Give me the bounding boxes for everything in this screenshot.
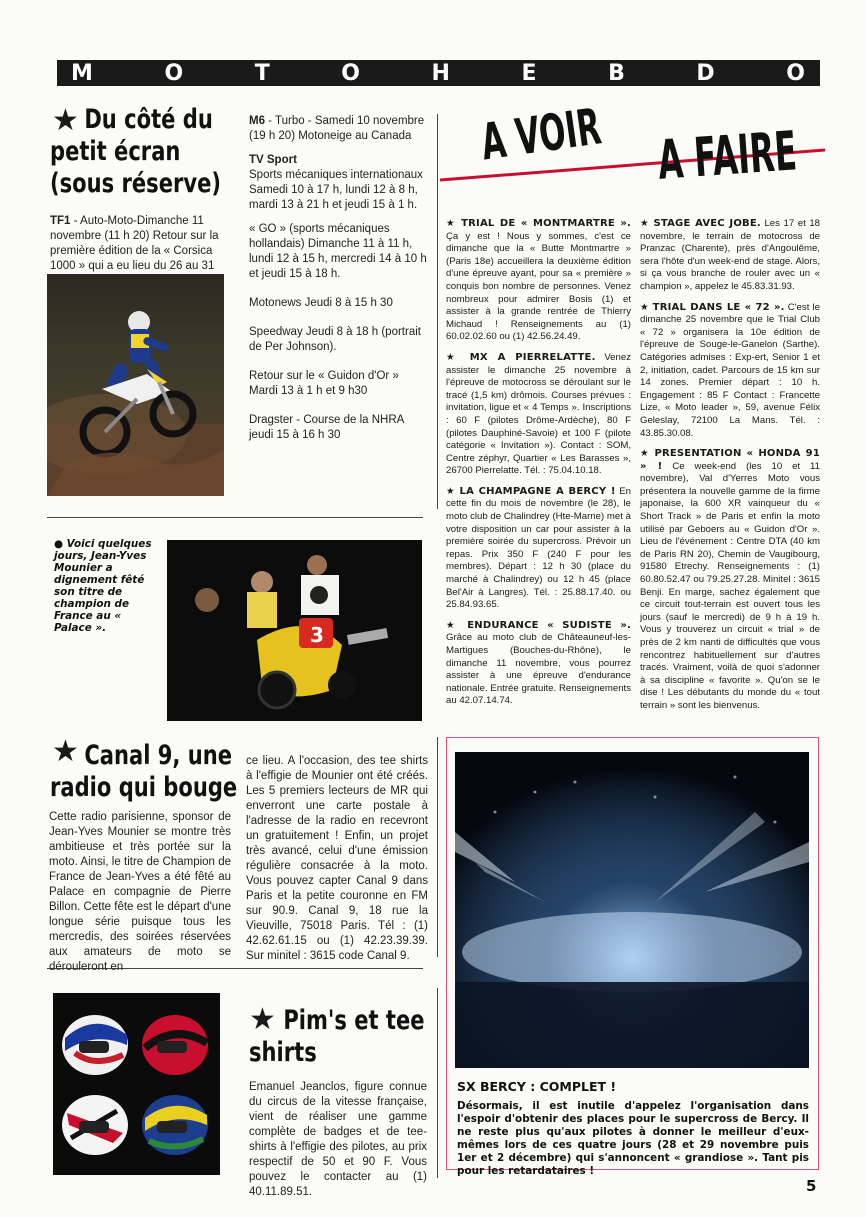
go-text: « GO » (sports mécaniques hollandais) Dimanche 11 à 11 h, lundi 12 à 15 h, mercredi 14 à 10 h et jeudi 15 à 18 h. bbox=[249, 223, 427, 280]
band-letter: O bbox=[341, 60, 361, 86]
palace-photo bbox=[167, 540, 422, 721]
band-letter: D bbox=[696, 60, 716, 86]
band-letter: T bbox=[254, 60, 271, 86]
page-number: 5 bbox=[806, 1177, 817, 1195]
star-icon: ★ bbox=[446, 218, 462, 229]
star-icon: ★ bbox=[52, 734, 79, 769]
news-item bbox=[446, 218, 631, 344]
dragster-text: Dragster - Course de la NHRA jeudi 15 à 16 h 30 bbox=[249, 414, 404, 441]
star-icon: ★ bbox=[640, 218, 654, 229]
news-column-right bbox=[640, 218, 820, 721]
news-text: En cette fin du mois de novembre (le 28), le moto club de Chalindrey (Hte-Marne) met à votre disposition un car pour assister à la première soirée du supercross. Prévoir un repas. Prix 350 F (240 F pour les membres). Départ : 12 h 30 (place du marché à Chalindrey) ou 12 h 45 (place Bel'Air à Langres). Tél. : 25.88.17.40. ou 25.84.93.65. bbox=[446, 485, 632, 611]
column-divider bbox=[437, 114, 438, 509]
canal9-text-1: Cette radio parisienne, sponsor de Jean-Yves Mounier se montre très ambitieuse et très portée sur la moto. Ainsi, le titre de Champion de France de Jean-Yves a été fêté au Palace en compagnie de Pierre Billon. Cette fête est le départ d'une longue série puisque tous les mercredis, des soirées réservées aux amateurs de moto se dérouleront en bbox=[49, 811, 231, 973]
bercy-stadium-photo bbox=[455, 752, 809, 1068]
star-icon: ★ bbox=[446, 619, 468, 631]
band-letter: O bbox=[164, 60, 185, 86]
sx-title: SX BERCY : COMPLET ! bbox=[457, 1079, 617, 1094]
band-letter: B bbox=[608, 60, 626, 86]
column-divider bbox=[437, 737, 438, 957]
news-item bbox=[640, 302, 820, 441]
star-icon: ★ bbox=[446, 485, 460, 497]
tvsport-text: Sports mécaniques internationaux Samedi 10 à 17 h, lundi 12 à 8 h, mardi 13 à 21 h et jeudi 15 à 1 h. bbox=[249, 169, 423, 211]
sx-text: Désormais, il est inutile d'appelez l'organisation dans l'espoir d'obtenir des places pour le supercross de Bercy. Il ne reste plus qu'aux pilotes à donner le meilleur d'eux-mêmes lors de ces quatre jours (28 et 29 novembre puis 1er et 2 décembre) qui s'annoncent « grandiose ». Tant pis pour les retardataires ! bbox=[457, 1100, 809, 1177]
news-text: Grâce au moto club de Châteauneuf-les-Martigues (Bouches-du-Rhône), le dimanche 11 novembre, vous pourrez assister à une épreuve d'endurance nationale. Entrée gratuite. Renseignements au 42.07.14.74. bbox=[446, 632, 631, 707]
band-letter: M bbox=[71, 60, 94, 86]
news-text: Ce week-end (les 10 et 11 novembre), Val d'Yerres Moto vous présentera la nouvelle gamme de la firme japonaise, la 600 XR vainqueur du « Short Track » de Paris et enfin la moto utilisé par Geboers au « Guidon d'Or ». Lieu de l'événement : Centre DTA (40 km de Paris RN 20), Chemin de Vaugibourg, 91580 Etrechy. Renseignements : (1) 60.80.52.47 ou 79.25.27.28. Minitel : 3615 Benji. En marge, sachez également que ce circuit tout-terrain est ouvert tous les jours (sauf le mercredi) de 9 h à 19 h. Vous y trouverez un circuit « trial » de près de 2 km nanti de difficultés que vous rencontrez habituellement sur d'autres tracés. Vraiment, voilà de quoi s'adonner à sa discipline « favorite ». Qu'on se le dise ! Les débutants du monde du « tout terrain » sont les bienvenus. bbox=[640, 460, 820, 711]
tf1-text: - Auto-Moto-Dimanche 11 novembre (11 h 20) Retour sur la première édition de la « Corsica 1000 » qui a eu lieu du 26 au 31 bbox=[50, 215, 219, 272]
news-title: TRIAL DE « MONTMARTRE ». bbox=[461, 218, 631, 229]
news-title: STAGE AVEC JOBE. bbox=[653, 218, 761, 229]
news-text: C'est le dimanche 25 novembre que le Trial Club « 72 » organisera la 10e édition de l'épreuve de Souge-le-Ganelon (Sarthe). Catégories admises : Exp-ert, Senior 1 et 2, initiation, cadet. Parcours de 15 km sur 14 zones. Premier départ : 10 h. Engagement : 85 F Contact : Francette Lize, « Moto leader », 59, avenue Félix Geleslay, 72100 La Mans. Tél. : 43.85.30.08. bbox=[640, 301, 820, 439]
photo-caption: ● Voici quelques jours, Jean-Yves Mounier a dignement fêté son titre de champion de France au « Palace ». bbox=[54, 538, 152, 634]
tf1-label: TF1 bbox=[50, 215, 71, 227]
news-title: ENDURANCE « SUDISTE ». bbox=[467, 619, 631, 631]
canal9-heading: Canal 9, une radio qui bouge bbox=[50, 740, 238, 803]
news-column-left bbox=[446, 218, 631, 716]
star-icon: ★ bbox=[640, 301, 653, 313]
star-icon: ★ bbox=[446, 351, 470, 363]
m6-label: M6 bbox=[249, 115, 265, 127]
afaire-title: A FAIRE bbox=[655, 119, 799, 192]
news-text: Les 17 et 18 novembre, le terrain de motocross de Pranzac (Charente), près d'Angoulême, sera l'hôte d'un week-end de stage. Alors, si ça vous branche de rouler avec un « champion », appelez le 45.83.31.93. bbox=[640, 218, 820, 292]
news-title: LA CHAMPAGNE A BERCY ! bbox=[459, 485, 616, 497]
news-item bbox=[640, 218, 820, 294]
star-icon: ★ bbox=[640, 448, 655, 460]
motonews-text: Motonews Jeudi 8 à 15 h 30 bbox=[249, 297, 393, 309]
sx-bercy-box bbox=[446, 737, 819, 1177]
news-text: Venez assister le dimanche 25 novembre à l'épreuve de motocross se déroulant sur le tracé (1,5 km) drômois. Courses prévues : invitation, ligue et « 4 Temps ». Inscriptions : 60 F (pilotes Drôme-Ardèche), 80 F (pilotes Dauphiné-Savoie) et 100 F (pilote catégorie « Invitation »). Contact : SOM, Centre zéphyr, Quartier « Les Barasses », 26700 Pierrelatte. Tél. : 75.04.10.18. bbox=[446, 351, 631, 477]
pims-heading: Pim's et tee shirts bbox=[249, 1005, 425, 1068]
motocross-photo bbox=[47, 274, 224, 496]
m6-text: - Turbo - Samedi 10 novembre (19 h 20) Motoneige au Canada bbox=[249, 115, 425, 142]
tv-listings bbox=[249, 114, 429, 452]
tvsport-label: TV Sport bbox=[249, 154, 297, 166]
pims-text: Emanuel Jeanclos, figure connue du circus de la vitesse française, vient de réaliser une gamme complète de badges et de tee-shirts à l'effigie des pilotes, au prix respectif de 50 et 90 F. Vous pouvez le contacter au (1) 40.11.89.51. bbox=[249, 1081, 427, 1198]
helmets-photo bbox=[53, 993, 220, 1175]
canal9-text-2: ce lieu. A l'occasion, des tee shirts à l'effigie de Mounier ont été créés. Les 5 premiers lecteurs de MR qui enverront une carte postale à l'adresse de la radio en recevront un gratuitement ! Enfin, un projet très avancé, celui d'une émission régulière consacrée à la moto. Vous pouvez capter Canal 9 dans Paris et la petite couronne en FM sur 90.9. Canal 9, 18 rue la Vieuville, 75018 Paris. Tél : (1) 42.62.61.15 ou (1) 42.23.39.39. Sur minitel : 3615 code Canal 9. bbox=[246, 755, 428, 962]
news-item bbox=[446, 352, 631, 478]
avoir-title: A VOIR bbox=[477, 97, 605, 172]
news-item bbox=[446, 620, 631, 708]
tv-heading: Du côté du petit écran (sous réserve) bbox=[50, 104, 222, 199]
avoir-afaire-header bbox=[440, 95, 825, 205]
star-icon: ★ bbox=[249, 1002, 276, 1037]
news-item bbox=[446, 486, 631, 612]
band-letter: O bbox=[786, 60, 806, 86]
bike-number: 3 bbox=[310, 623, 324, 647]
band-letter: E bbox=[521, 60, 538, 86]
news-title: PRESENTATION « HONDA 91 » ! bbox=[640, 448, 820, 472]
news-title: MX A PIERRELATTE. bbox=[469, 351, 596, 363]
star-icon: ★ bbox=[52, 103, 79, 138]
news-item bbox=[640, 448, 820, 712]
header-band bbox=[57, 60, 820, 86]
pims-section bbox=[249, 1002, 429, 1069]
news-title: TRIAL DANS LE « 72 ». bbox=[652, 301, 785, 313]
guidon-text: Retour sur le « Guidon d'Or » Mardi 13 à 1 h et 9 h30 bbox=[249, 370, 399, 397]
band-letter: H bbox=[431, 60, 451, 86]
section-divider bbox=[47, 517, 423, 518]
news-text: Ça y est ! Nous y sommes, c'est ce dimanche que la « Butte Montmartre » (Paris 18e) accueillera la deuxième édition d'une épreuve ayant, pour sa « première » conquis bon nombre de personnes. Venez nombreux pour admirer Bosis (1) et assister à la grande rentrée de Thierry Michaud ! Renseignements au (1) 60.02.02.60 ou (1) 42.56.24.49. bbox=[446, 230, 631, 343]
column-divider bbox=[437, 988, 438, 1178]
tv-section bbox=[50, 104, 240, 298]
speedway-text: Speedway Jeudi 8 à 18 h (portrait de Per Johnson). bbox=[249, 326, 421, 353]
